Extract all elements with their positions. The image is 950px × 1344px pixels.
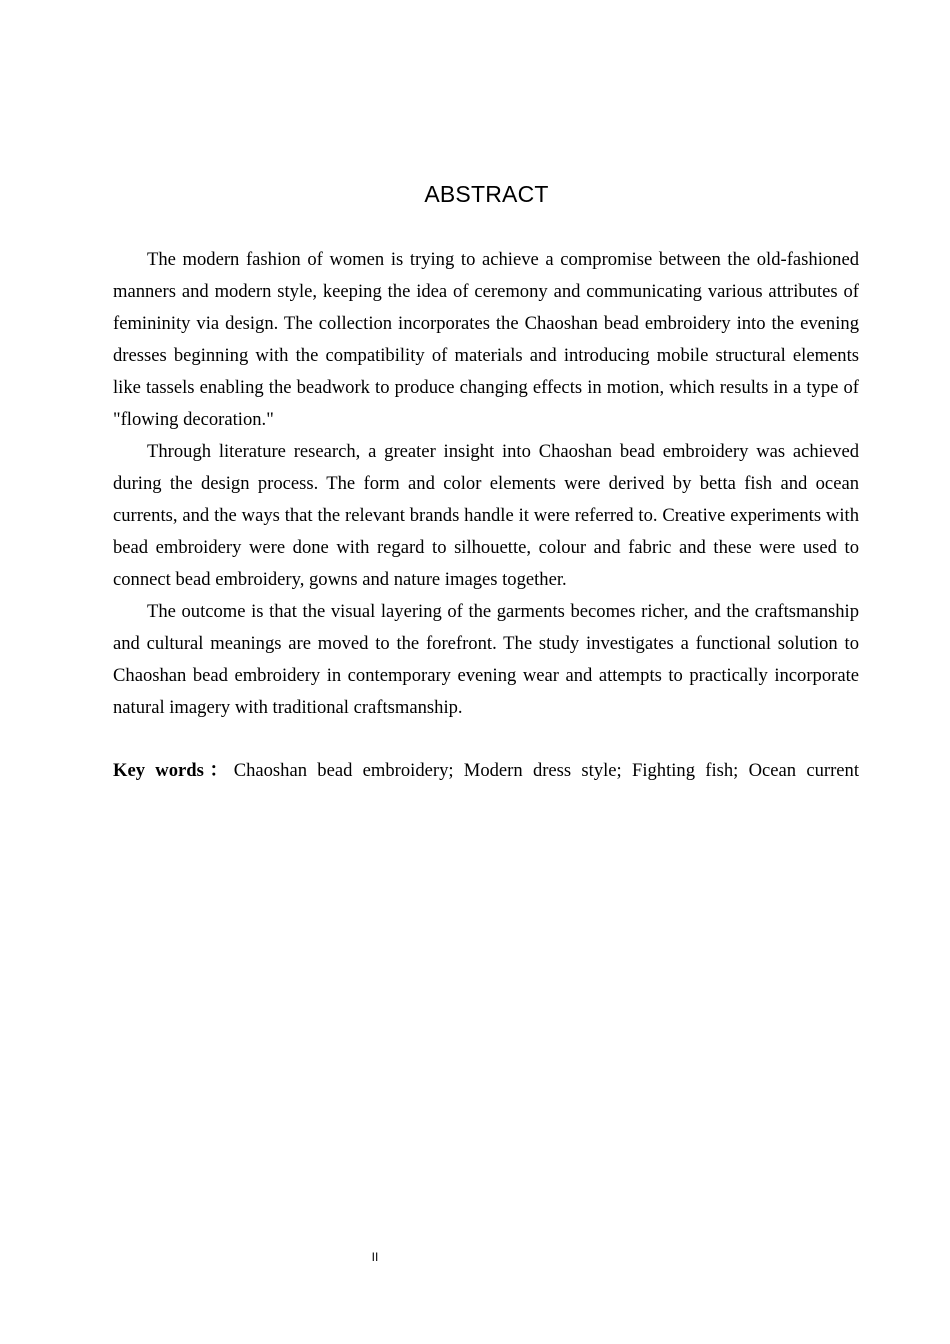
keywords-text: Chaoshan bead embroidery; Modern dress style; Fighting fish; Ocean current [233, 760, 860, 781]
abstract-paragraph-1: The modern fashion of women is trying to achieve a compromise between the old-fashioned manners and modern style, keeping the idea of ceremony and communicating various attributes of femininity via design. The collection incorporates the Chaoshan bead embroidery into the evening dresses beginning with the compatibility of materials and introducing mobile structural elements like tassels enabling the beadwork to produce changing effects in motion, which results in a type of "flowing decoration." [113, 249, 859, 430]
abstract-paragraph-3: The outcome is that the visual layering of the garments becomes richer, and the craftsmanship and cultural meanings are moved to the forefront. The study investigates a functional solution to Chaoshan bead embroidery in contemporary evening wear and attempts to practically incorporate natural imagery with traditional craftsmanship. [113, 601, 859, 718]
keywords-label: Key words： [113, 760, 234, 781]
abstract-title: ABSTRACT [424, 181, 549, 207]
abstract-paragraph-2: Through literature research, a greater insight into Chaoshan bead embroidery was achieved during the design process. The form and color elements were derived by betta fish and ocean currents, and the ways that the relevant brands handle it were referred to. Creative experiments with bead embroidery were done with regard to silhouette, colour and fabric and these were used to connect bead embroidery, gowns and nature images together. [113, 441, 859, 590]
keywords-line [113, 755, 859, 787]
page-number: II [371, 1250, 379, 1264]
abstract-body [113, 244, 859, 724]
